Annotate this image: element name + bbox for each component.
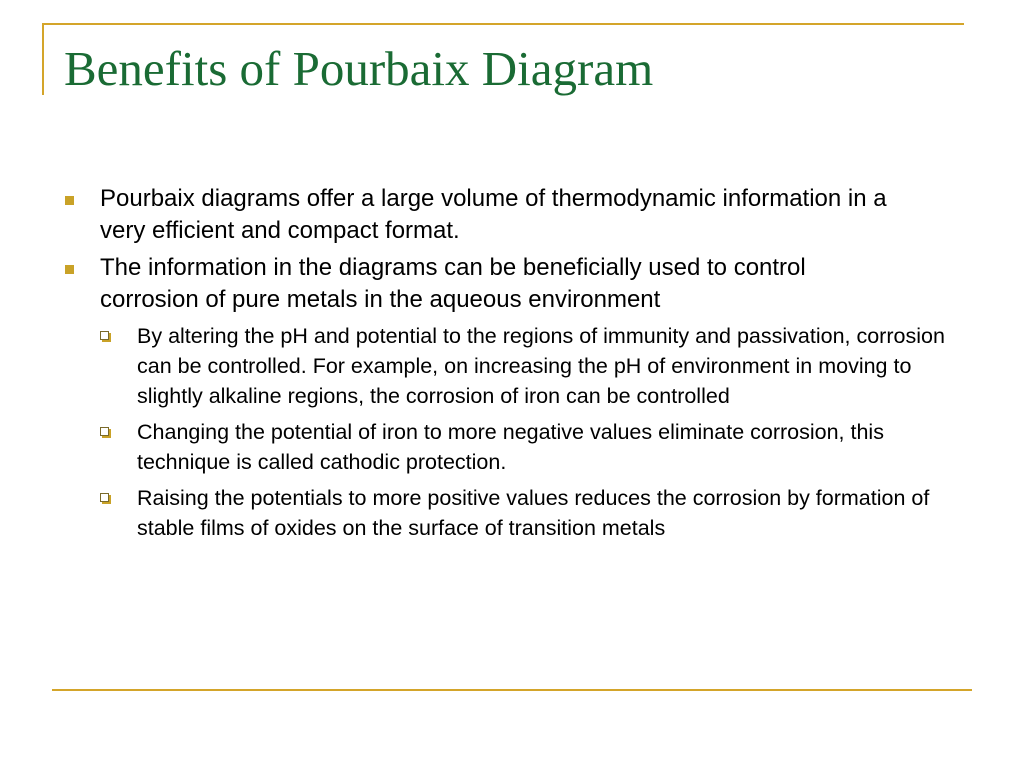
hollow-square-bullet-icon (100, 331, 109, 340)
sub-bullet-text: Changing the potential of iron to more negative values eliminate corrosion, this technique is called cathodic protection. (137, 420, 884, 474)
square-bullet-icon (65, 196, 74, 205)
bullet-text: Pourbaix diagrams offer a large volume of thermodynamic information in a very efficient and compact format. (100, 185, 887, 244)
frame-left-rule (42, 23, 44, 95)
footer-rule (52, 689, 972, 691)
slide-title: Benefits of Pourbaix Diagram (64, 41, 654, 96)
sub-bullet-item (0, 321, 949, 411)
sub-bullet-text: By altering the pH and potential to the regions of immunity and passivation, corrosion can be controlled. For example, on increasing the pH of environment in moving to slightly alkaline regions, the corrosion of iron can be controlled (137, 324, 945, 408)
hollow-square-bullet-icon (100, 427, 109, 436)
bullet-item (0, 252, 890, 316)
square-bullet-icon (65, 265, 74, 274)
frame-top-rule (42, 23, 964, 25)
bullet-text: The information in the diagrams can be beneficially used to control corrosion of pure metals in the aqueous environment (100, 254, 806, 313)
sub-bullet-item (0, 483, 949, 543)
bullet-item (0, 183, 890, 247)
sub-bullet-item (0, 417, 949, 477)
slide-content (0, 183, 1024, 549)
sub-bullet-text: Raising the potentials to more positive values reduces the corrosion by formation of stable films of oxides on the surface of transition metals (137, 486, 930, 540)
hollow-square-bullet-icon (100, 493, 109, 502)
